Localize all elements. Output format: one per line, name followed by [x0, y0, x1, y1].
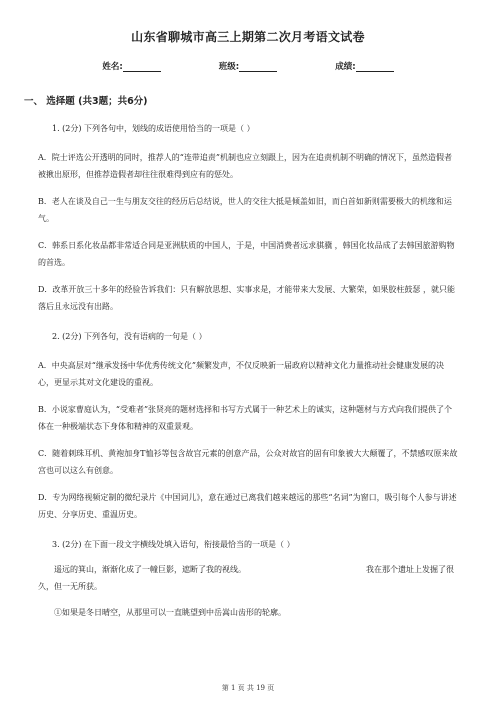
- name-field: [102, 60, 160, 72]
- class-label: 班级:: [218, 62, 240, 72]
- class-field: [219, 60, 277, 72]
- page-footer: 第 1 页 共 19 页: [221, 684, 275, 692]
- question-2: [38, 330, 458, 523]
- question-stem: 1. (2分) 下列各句中，划线的成语使用恰当的一项是（ ）: [52, 124, 255, 133]
- passage-end: 我在那个遗址上发掘了很久，但一无所获。: [38, 565, 454, 591]
- option-b: B．老人在谈及自己一生与朋友交往的经历后总结说，世人的交往大抵是倾盖如旧，而白首如新则需要极大的机缘和运气。: [38, 197, 452, 223]
- option-a: A．院士评选公开透明的同时，推荐人的“连带追责”机制也应立刻跟上，因为在追责机制不明确的情况下，虽然造假者被揪出原形，但推荐造假者却往往很难得到应有的惩处。: [38, 153, 452, 179]
- passage-item-1: ①如果是冬日晴空，从那里可以一直眺望到中岳嵩山齿形的轮廓。: [54, 608, 286, 617]
- question-3: [38, 538, 458, 621]
- score-blank: [356, 62, 394, 72]
- student-info-row: [38, 60, 458, 72]
- score-label: 成绩:: [335, 62, 356, 72]
- option-d: D．改革开放三十多年的经验告诉我们：只有解放思想、实事求是，才能带来大发展、大繁荣，如果胶柱鼓瑟 ，就只能落后且永远没有出路。: [38, 285, 455, 311]
- passage-start: 遥远的箕山，渐渐化成了一幢巨影，遮断了我的视线。: [54, 565, 246, 574]
- question-stem: 3. (2分) 在下面一段文字横线处填入语句，衔接最恰当的一项是（ ）: [52, 540, 295, 549]
- question-stem: 2. (2分) 下列各句，没有语病的一句是（ ）: [52, 332, 207, 341]
- name-label: 姓名:: [102, 62, 123, 72]
- page-title: 山东省聊城市高三上期第二次月考语文试卷: [131, 30, 365, 44]
- section-heading: 一、 选择题 (共3题；共6分): [24, 96, 148, 107]
- score-field: [335, 60, 393, 72]
- option-b: B．小说家曹庭认为，“受难者”张贤亮的题材选择和书写方式属于一种艺术上的诚实，这种题材与方式向我们提供了个体在一种极端状态下身体和精神的双重景观。: [38, 405, 453, 431]
- option-d: D．专为网络视频定制的微纪录片《中国词儿》，意在通过已离我们越来越远的那些“名词”为窗口，吸引每个人参与讲述历史、分享历史、重温历史。: [38, 493, 457, 519]
- passage-text: [38, 561, 458, 595]
- option-c: C．韩系日系化妆品都非常适合同是亚洲肤质的中国人，于是，中国消费者远求骐骥 ，韩国化妆品成了去韩国旅游购物的首选。: [38, 241, 455, 267]
- option-c: C．随着刺珠耳机、黄袍加身T恤衫等包含故宫元素的创意产品，公众对故宫的固有印象被大大颠覆了，不禁感叹原来故宫也可以这么有创意。: [38, 449, 458, 475]
- option-a: A．中央高层对“继承发扬中华优秀传统文化”频繁发声，不仅反映新一届政府以精神文化力量推动社会健康发展的决心，更显示其对文化建设的重视。: [38, 361, 444, 387]
- name-blank: [123, 62, 161, 72]
- question-1: [38, 122, 458, 315]
- class-blank: [239, 62, 277, 72]
